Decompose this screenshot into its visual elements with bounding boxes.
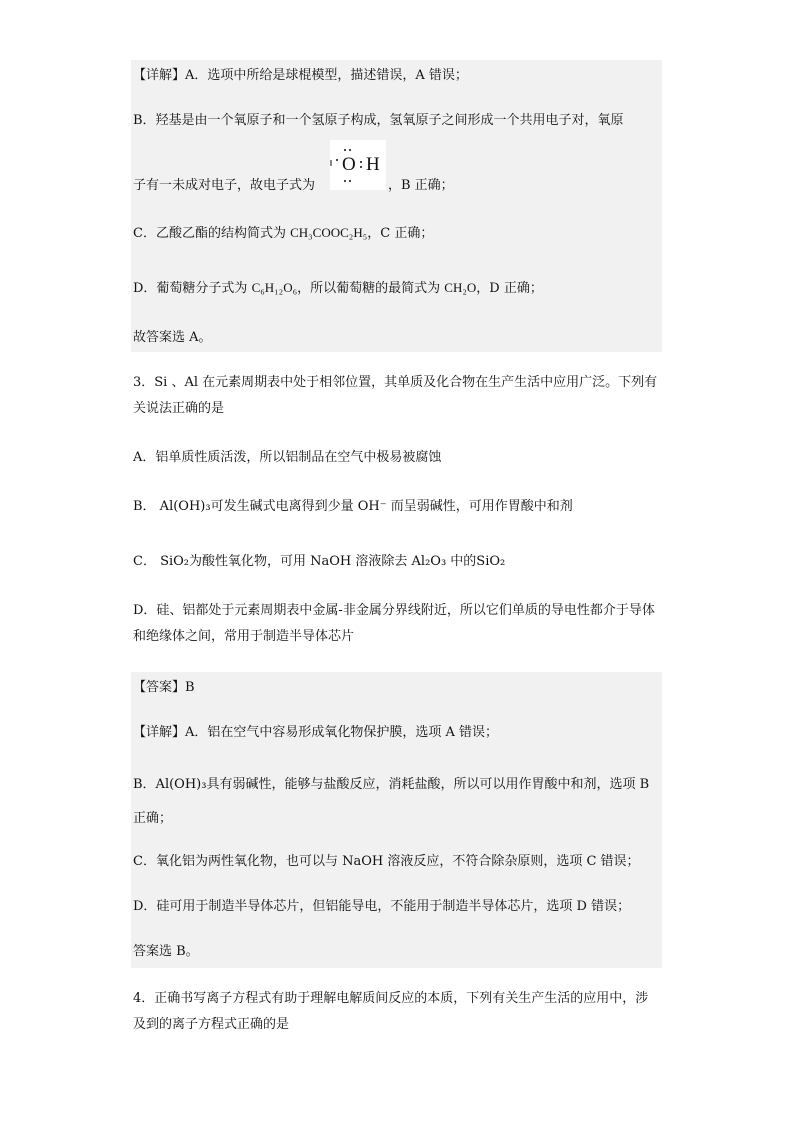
q3-option-c: C． SiO₂为酸性氧化物，可用 NaOH 溶液除去 Al₂O₃ 中的SiO₂ — [133, 554, 506, 569]
q3-explain-a: 【详解】A．铝在空气中容易形成氧化物保护膜，选项 A 错误； — [133, 725, 499, 740]
q3-option-d: D．硅、铝都处于元素周期表中金属-非金属分界线附近，所以它们单质的导电性都介于导体和绝缘体之间，常用于制造半导体芯片 — [133, 603, 655, 644]
explain-d-post: ，D 正确； — [476, 281, 543, 296]
ethyl-acetate-formula: CH₃COOC₂H₅ — [290, 225, 368, 240]
explain-d-pre: D．葡萄糖分子式为 — [133, 281, 252, 296]
explain-c — [133, 224, 433, 243]
q3-option-a: A．铝单质性质活泼，所以铝制品在空气中极易被腐蚀 — [133, 450, 442, 465]
explanation-block-q2 — [131, 60, 662, 352]
explain-c-pre: C．乙酸乙酯的结构简式为 — [133, 226, 291, 241]
lewis-hydrogen: H — [366, 154, 380, 175]
q3-stem: 3．Si 、Al 在元素周期表中处于相邻位置，其单质及化合物在生产生活中应用广泛。下列有关说法正确的是 — [133, 375, 658, 416]
q2-conclusion: 故答案选 A。 — [133, 330, 212, 345]
explain-c-post: ，C 正确； — [367, 226, 434, 241]
explain-b-line1: B．羟基是由一个氧原子和一个氢原子构成，氢氧原子之间形成一个共用电子对，氧原 — [133, 113, 624, 128]
q3-explain-d: D．硅可用于制造半导体芯片，但铝能导电，不能用于制造半导体芯片，选项 D 错误； — [133, 899, 631, 914]
hydroxyl-electron-formula-image — [330, 140, 386, 190]
explain-b-line2-pre: 子有一未成对电子，故电子式为 — [133, 178, 316, 193]
q3-conclusion: 答案选 B。 — [133, 944, 199, 959]
glucose-empirical-formula: CH₂O — [444, 280, 477, 295]
explain-d-mid: ，所以葡萄糖的最简式为 — [297, 281, 445, 296]
explain-a: 【详解】A．选项中所给是球棍模型，描述错误，A 错误； — [133, 68, 468, 83]
lewis-oxygen: O — [342, 154, 356, 175]
explain-d — [133, 279, 543, 298]
q4-stem: 4．正确书写离子方程式有助于理解电解质间反应的本质，下列有关生产生活的应用中，涉及到的离子方程式正确的是 — [133, 991, 649, 1032]
q3-option-b: B． Al(OH)₃可发生碱式电离得到少量 OH⁻ 而呈弱碱性，可用作胃酸中和剂 — [133, 499, 573, 514]
q3-explain-c: C．氧化铝为两性氧化物，也可以与 NaOH 溶液反应，不符合除杂原则，选项 C 错误； — [133, 854, 640, 869]
q3-answer: 【答案】B — [133, 680, 195, 695]
explain-b-line2-post: ，B 正确； — [388, 178, 454, 193]
q3-explain-b: B．Al(OH)₃具有弱碱性，能够与盐酸反应，消耗盐酸，所以可以用作胃酸中和剂，选项 B 正确； — [133, 777, 650, 826]
glucose-molecular-formula: C₆H₁₂O₆ — [251, 280, 298, 295]
